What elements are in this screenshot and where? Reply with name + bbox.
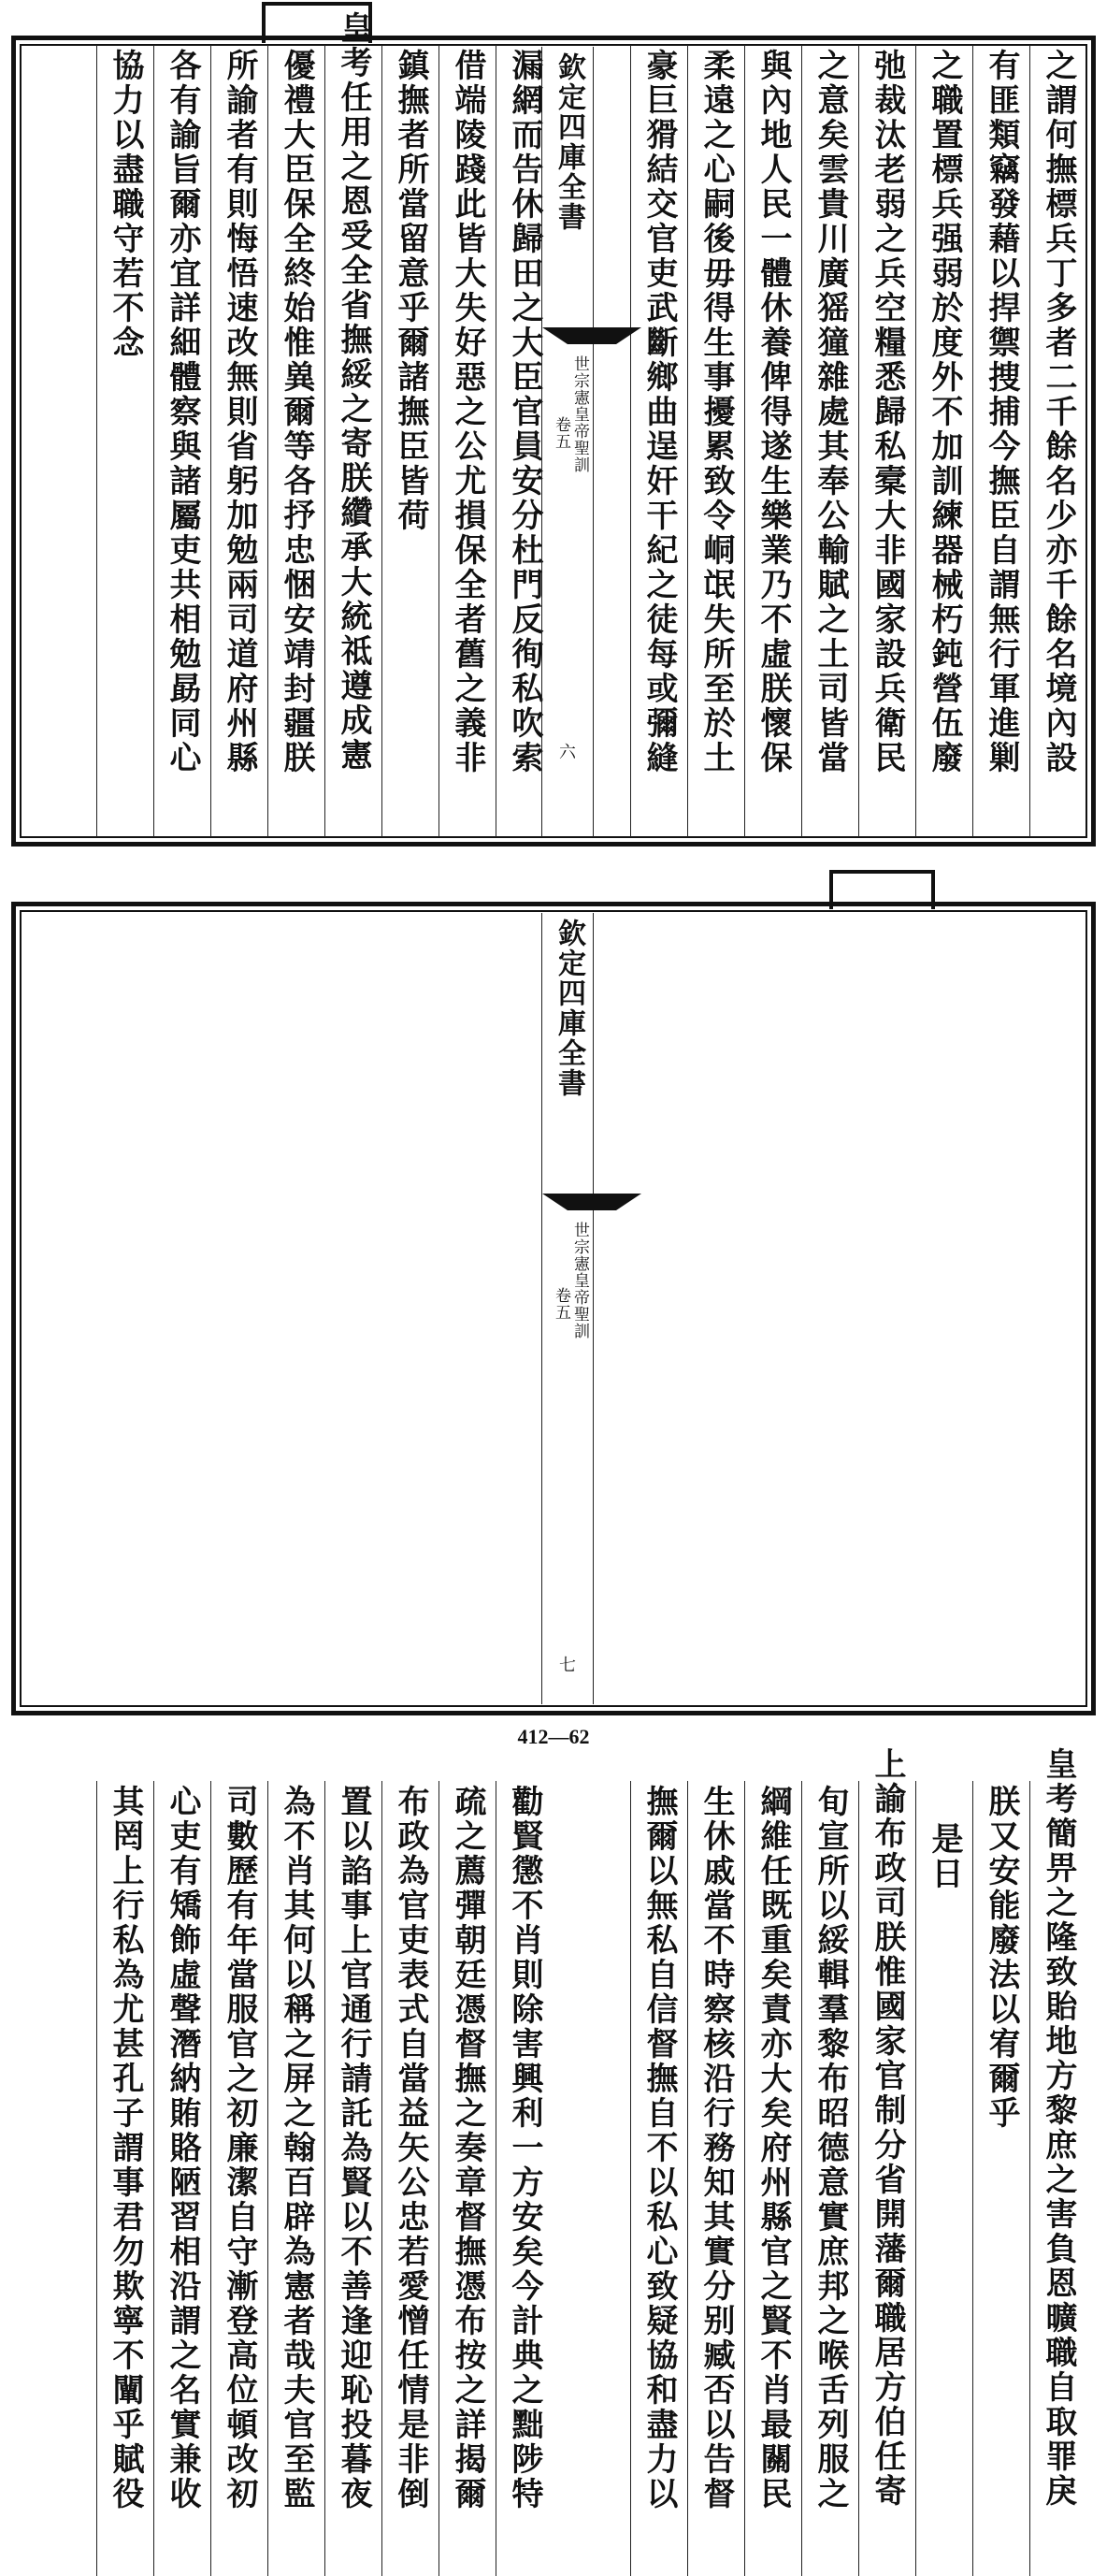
column-rule: [96, 45, 97, 837]
bottom-column: 其罔上行私為尤甚孔子謂事君勿欺寧不闡乎賦役: [107, 1785, 144, 2511]
top-column: 皇考任用之恩受全省撫綏之寄朕纘承大統祗遵成憲: [335, 11, 372, 773]
bottom-column: 布政為官吏表式自當益矢公忠若愛憎任情是非倒: [392, 1785, 429, 2511]
bottom-volume: 卷五: [552, 1287, 570, 1321]
column-rule: [801, 1781, 802, 2576]
column-rule: [324, 1781, 325, 2576]
bottom-column: 朕又安能廢法以宥爾乎: [983, 1785, 1020, 2131]
bottom-column: 心吏有矯飾虛聲潛納賄賂陋習相沿謂之名實兼收: [164, 1785, 201, 2511]
bottom-book-title: 欽定四庫全書: [553, 919, 585, 1098]
column-rule: [858, 45, 859, 837]
column-rule: [801, 45, 802, 837]
column-rule: [210, 45, 211, 837]
column-rule: [381, 1781, 382, 2576]
top-column: 弛裁汰老弱之兵空糧悉歸私槖大非國家設兵衛民: [869, 49, 906, 775]
top-column: 有匪類竊發藉以捍禦捜捕今撫臣自謂無行軍進剿: [983, 49, 1020, 775]
column-rule: [687, 1781, 688, 2576]
column-rule: [438, 45, 439, 837]
top-column: 各有諭旨爾亦宜詳細體察與諸屬吏共相勉勗同心: [164, 49, 201, 775]
column-rule: [324, 45, 325, 837]
bottom-column: 置以諂事上官通行請託為賢以不善逢迎恥投暮夜: [335, 1785, 372, 2511]
column-rule: [630, 45, 631, 837]
top-column: 所諭者有則悔悟速改無則省躬加勉兩司道府州縣: [221, 49, 258, 775]
bottom-column: 皇考簡畀之隆致貽地方黎庶之害負恩曠職自取罪戾: [1040, 1747, 1077, 2509]
bottom-page-number: 七: [559, 1656, 576, 1675]
column-rule: [972, 45, 973, 837]
top-volume: 卷五: [552, 416, 570, 450]
top-book-name: 世宗憲皇帝聖訓: [570, 355, 589, 473]
column-rule: [381, 45, 382, 837]
bottom-column: 上諭布政司朕惟國家官制分省開藩爾職居方伯任寄: [869, 1747, 906, 2509]
top-column: 漏網而告休歸田之大臣官員安分杜門反徇私吹索: [506, 49, 543, 775]
top-column: 鎮撫者所當留意乎爾諸撫臣皆荷: [392, 49, 429, 533]
top-column: 協力以盡職守若不念: [107, 49, 144, 360]
top-column: 之意矣雲貴川廣猺獞雜處其奉公輸賦之土司皆當: [812, 49, 849, 775]
bottom-column: 勸賢懲不肖則除害興利一方安矣今計典之黜陟特: [506, 1785, 543, 2511]
top-column: 之職置標兵强弱於度外不加訓練器械朽鈍營伍廢: [926, 49, 963, 775]
column-rule: [153, 45, 154, 837]
top-column: 借端陵踐此皆大失好惡之公尤損保全者舊之義非: [449, 49, 486, 775]
top-page: [11, 0, 1096, 856]
bottom-column: 綱維任既重矣責亦大矣府州縣官之賢不肖最關民: [755, 1785, 792, 2511]
column-rule: [858, 1781, 859, 2576]
column-rule: [438, 1781, 439, 2576]
top-column: 柔遠之心嗣後毋得生事擾累致令峒氓失所至於土: [697, 49, 735, 775]
column-rule: [210, 1781, 211, 2576]
bottom-column: 撫爾以無私自信督撫自不以私心致疑協和盡力以: [640, 1785, 678, 2511]
bottom-center-strip: [541, 913, 594, 1704]
column-rule: [153, 1781, 154, 2576]
bottom-book-name: 世宗憲皇帝聖訓: [570, 1222, 589, 1339]
column-rule: [1029, 45, 1030, 837]
top-column: 豪巨猾結交官吏武斷鄉曲逞奸干紀之徒每或彌縫: [640, 49, 678, 775]
column-rule: [972, 1781, 973, 2576]
column-rule: [267, 1781, 268, 2576]
bottom-column: 司數歷有年當服官之初廉潔自守漸登高位頓改初: [221, 1785, 258, 2511]
top-column: 之謂何撫標兵丁多者二千餘名少亦千餘名境內設: [1040, 49, 1077, 775]
top-page-number: 六: [559, 743, 576, 762]
column-rule: [687, 45, 688, 837]
top-center-strip: [541, 47, 594, 837]
page-footer: 412—62: [517, 1725, 590, 1748]
top-fishtail: [542, 327, 641, 344]
column-rule: [630, 1781, 631, 2576]
top-book-title: 欽定四庫全書: [553, 52, 585, 232]
top-column: 與內地人民一體休養俾得遂生樂業乃不虛朕懷保: [755, 49, 792, 775]
column-rule: [915, 1781, 916, 2576]
column-rule: [744, 1781, 745, 2576]
bottom-fishtail: [542, 1194, 641, 1210]
column-rule: [96, 1781, 97, 2576]
bottom-column: 是日: [926, 1822, 963, 1891]
column-rule: [267, 45, 268, 837]
top-column: 優禮大臣保全終始惟兾爾等各抒忠悃安靖封疆朕: [278, 49, 315, 775]
bottom-column: 疏之薦彈朝廷憑督撫之奏章督撫憑布按之詳揭爾: [449, 1785, 486, 2511]
column-rule: [744, 45, 745, 837]
bottom-column: 為不肖其何以稱之屏之翰百辟為憲者哉夫官至監: [278, 1785, 315, 2511]
bottom-column: 生休戚當不時察核沿行務知其實分别臧否以告督: [697, 1785, 735, 2511]
bottom-column: 旬宣所以綏輯羣黎布昭德意實庶邦之喉舌列服之: [812, 1785, 849, 2511]
column-rule: [915, 45, 916, 837]
column-rule: [1029, 1781, 1030, 2576]
